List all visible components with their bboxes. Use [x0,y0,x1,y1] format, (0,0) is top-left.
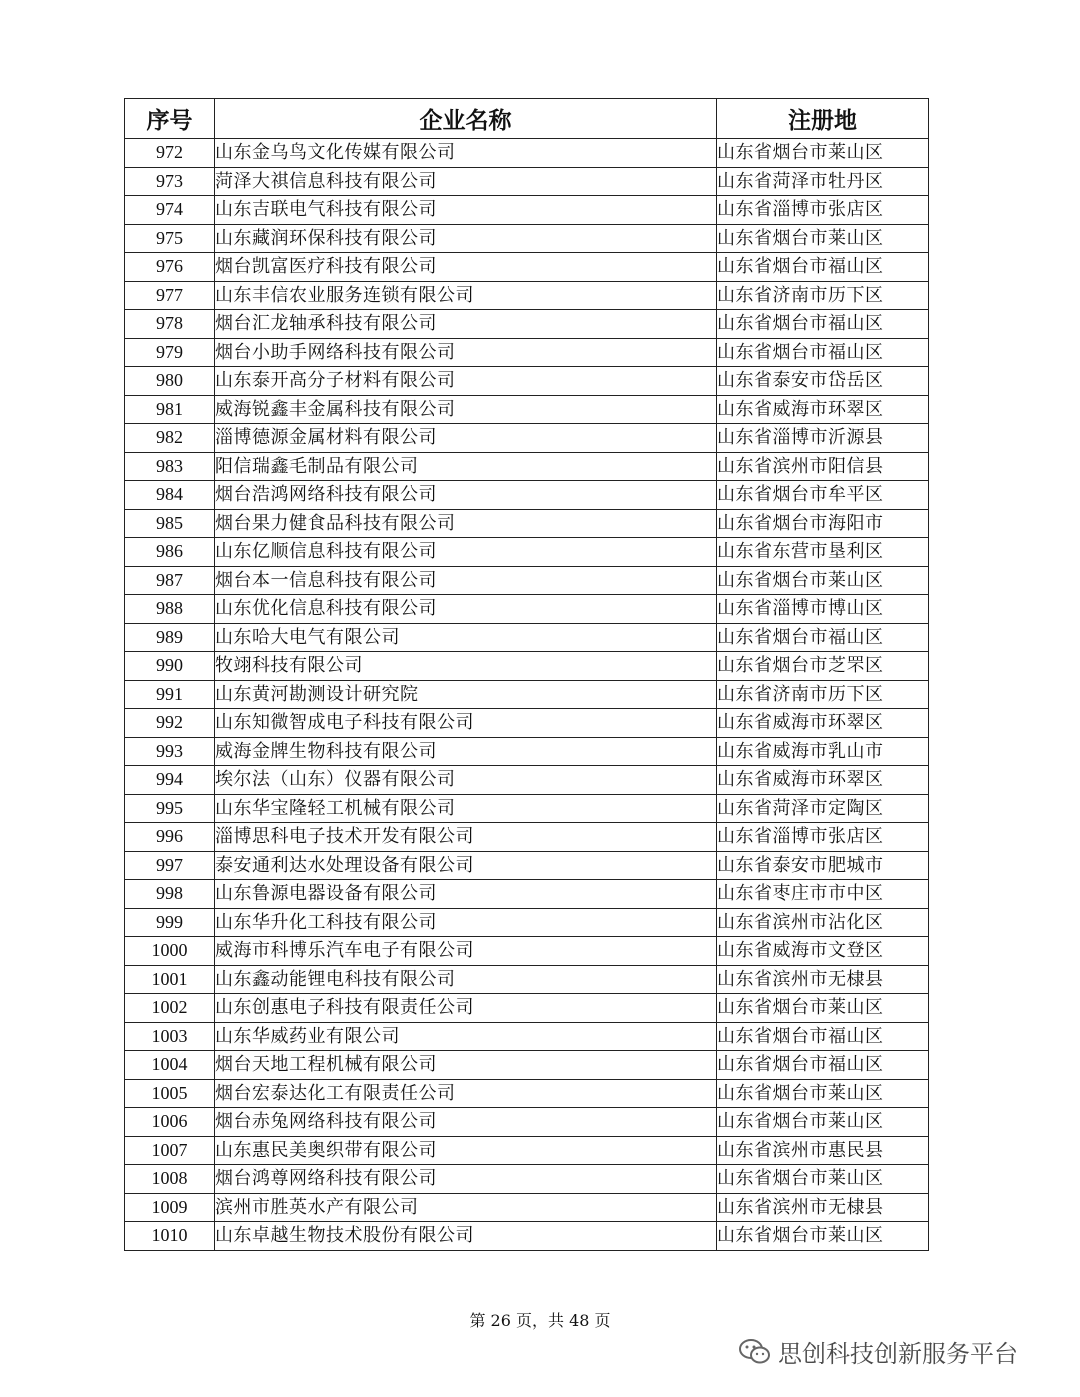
row-index: 988 [125,595,215,624]
row-index: 989 [125,623,215,652]
table-row [125,224,929,253]
company-name: 烟台赤兔网络科技有限公司 [215,1108,717,1137]
row-index: 982 [125,424,215,453]
registration-place: 山东省烟台市莱山区 [717,1165,929,1194]
registration-place: 山东省威海市乳山市 [717,737,929,766]
row-index: 976 [125,253,215,282]
registration-place: 山东省菏泽市定陶区 [717,794,929,823]
company-name: 菏泽大祺信息科技有限公司 [215,167,717,196]
company-name: 山东优化信息科技有限公司 [215,595,717,624]
company-name: 淄博思科电子技术开发有限公司 [215,823,717,852]
registration-place: 山东省烟台市莱山区 [717,1108,929,1137]
table-row [125,709,929,738]
table-row [125,766,929,795]
registration-place: 山东省威海市环翠区 [717,766,929,795]
table-row [125,851,929,880]
table-row [125,994,929,1023]
row-index: 1009 [125,1193,215,1222]
table-row [125,1022,929,1051]
registration-place: 山东省泰安市岱岳区 [717,367,929,396]
company-name: 阳信瑞鑫毛制品有限公司 [215,452,717,481]
company-name: 山东亿顺信息科技有限公司 [215,538,717,567]
table-row [125,196,929,225]
row-index: 972 [125,139,215,168]
row-index: 983 [125,452,215,481]
registration-place: 山东省烟台市莱山区 [717,1079,929,1108]
registration-place: 山东省枣庄市市中区 [717,880,929,909]
row-index: 1000 [125,937,215,966]
row-index: 985 [125,509,215,538]
registration-place: 山东省滨州市阳信县 [717,452,929,481]
registration-place: 山东省淄博市张店区 [717,823,929,852]
company-name: 烟台天地工程机械有限公司 [215,1051,717,1080]
row-index: 999 [125,908,215,937]
table-row [125,595,929,624]
registration-place: 山东省烟台市牟平区 [717,481,929,510]
row-index: 973 [125,167,215,196]
registration-place: 山东省东营市垦利区 [717,538,929,567]
row-index: 1008 [125,1165,215,1194]
registration-place: 山东省滨州市无棣县 [717,1193,929,1222]
registration-place: 山东省滨州市无棣县 [717,965,929,994]
registration-place: 山东省烟台市福山区 [717,1051,929,1080]
table-header-row [125,99,929,139]
row-index: 992 [125,709,215,738]
company-name: 山东鲁源电器设备有限公司 [215,880,717,909]
registration-place: 山东省滨州市惠民县 [717,1136,929,1165]
company-name: 烟台浩鸿网络科技有限公司 [215,481,717,510]
table-row [125,538,929,567]
company-name: 山东鑫动能锂电科技有限公司 [215,965,717,994]
table-row [125,395,929,424]
header-company-name: 企业名称 [215,99,717,139]
registration-place: 山东省烟台市莱山区 [717,1222,929,1251]
company-registry-table [124,98,929,1251]
row-index: 984 [125,481,215,510]
registration-place: 山东省滨州市沾化区 [717,908,929,937]
row-index: 1005 [125,1079,215,1108]
company-name: 山东创惠电子科技有限责任公司 [215,994,717,1023]
row-index: 1004 [125,1051,215,1080]
table-row [125,623,929,652]
registration-place: 山东省烟台市莱山区 [717,566,929,595]
registration-place: 山东省威海市环翠区 [717,395,929,424]
watermark-text: 思创科技创新服务平台 [778,1340,1018,1368]
company-name: 威海市科博乐汽车电子有限公司 [215,937,717,966]
table-row [125,338,929,367]
page-number: 第 26 页，共 48 页 [469,1311,611,1330]
row-index: 975 [125,224,215,253]
row-index: 996 [125,823,215,852]
row-index: 974 [125,196,215,225]
table-row [125,481,929,510]
registration-place: 山东省烟台市莱山区 [717,224,929,253]
company-name: 山东藏润环保科技有限公司 [215,224,717,253]
table-row [125,880,929,909]
registration-place: 山东省济南市历下区 [717,680,929,709]
registration-place: 山东省烟台市福山区 [717,623,929,652]
company-name: 烟台本一信息科技有限公司 [215,566,717,595]
row-index: 987 [125,566,215,595]
company-name: 牧翊科技有限公司 [215,652,717,681]
row-index: 994 [125,766,215,795]
company-name: 山东哈大电气有限公司 [215,623,717,652]
table-row [125,424,929,453]
row-index: 991 [125,680,215,709]
company-name: 山东卓越生物技术股份有限公司 [215,1222,717,1251]
company-name: 烟台凯富医疗科技有限公司 [215,253,717,282]
registration-place: 山东省泰安市肥城市 [717,851,929,880]
registration-place: 山东省烟台市海阳市 [717,509,929,538]
row-index: 1010 [125,1222,215,1251]
table-row [125,139,929,168]
registration-place: 山东省威海市环翠区 [717,709,929,738]
row-index: 977 [125,281,215,310]
table-row [125,1193,929,1222]
registration-place: 山东省烟台市莱山区 [717,994,929,1023]
row-index: 1003 [125,1022,215,1051]
row-index: 1007 [125,1136,215,1165]
company-name: 威海锐鑫丰金属科技有限公司 [215,395,717,424]
company-name: 山东华威药业有限公司 [215,1022,717,1051]
table-row [125,566,929,595]
table-row [125,1136,929,1165]
row-index: 998 [125,880,215,909]
registration-place: 山东省烟台市福山区 [717,310,929,339]
row-index: 979 [125,338,215,367]
table-row [125,167,929,196]
company-name: 埃尔法（山东）仪器有限公司 [215,766,717,795]
header-index: 序号 [125,99,215,139]
company-name: 山东吉联电气科技有限公司 [215,196,717,225]
company-name: 山东知微智成电子科技有限公司 [215,709,717,738]
row-index: 993 [125,737,215,766]
wechat-icon [738,1337,772,1367]
row-index: 995 [125,794,215,823]
company-name: 烟台果力健食品科技有限公司 [215,509,717,538]
table-row [125,823,929,852]
table-row [125,908,929,937]
company-name: 山东惠民美奥织带有限公司 [215,1136,717,1165]
company-name: 山东华升化工科技有限公司 [215,908,717,937]
registration-place: 山东省烟台市福山区 [717,253,929,282]
registration-place: 山东省淄博市博山区 [717,595,929,624]
company-name: 烟台小助手网络科技有限公司 [215,338,717,367]
registration-place: 山东省淄博市沂源县 [717,424,929,453]
table-row [125,652,929,681]
watermark [738,1334,1018,1369]
registration-place: 山东省烟台市芝罘区 [717,652,929,681]
table-row [125,937,929,966]
table-row [125,680,929,709]
table-row [125,1079,929,1108]
registration-place: 山东省烟台市福山区 [717,1022,929,1051]
table-row [125,1165,929,1194]
table-row [125,367,929,396]
registration-place: 山东省威海市文登区 [717,937,929,966]
registration-place: 山东省济南市历下区 [717,281,929,310]
company-name: 威海金牌生物科技有限公司 [215,737,717,766]
registration-place: 山东省烟台市莱山区 [717,139,929,168]
row-index: 1001 [125,965,215,994]
company-name: 烟台宏泰达化工有限责任公司 [215,1079,717,1108]
table-row [125,1051,929,1080]
company-name: 滨州市胜英水产有限公司 [215,1193,717,1222]
company-name: 烟台鸿尊网络科技有限公司 [215,1165,717,1194]
table-row [125,1108,929,1137]
company-name: 泰安通利达水处理设备有限公司 [215,851,717,880]
company-name: 山东金乌鸟文化传媒有限公司 [215,139,717,168]
row-index: 981 [125,395,215,424]
row-index: 1002 [125,994,215,1023]
row-index: 990 [125,652,215,681]
registration-place: 山东省烟台市福山区 [717,338,929,367]
company-name: 山东丰信农业服务连锁有限公司 [215,281,717,310]
registration-place: 山东省淄博市张店区 [717,196,929,225]
table-row [125,737,929,766]
table-row [125,509,929,538]
table-row [125,965,929,994]
registration-place: 山东省菏泽市牡丹区 [717,167,929,196]
company-name: 淄博德源金属材料有限公司 [215,424,717,453]
company-name: 山东泰开高分子材料有限公司 [215,367,717,396]
row-index: 980 [125,367,215,396]
table-row [125,281,929,310]
table-row [125,1222,929,1251]
row-index: 986 [125,538,215,567]
row-index: 978 [125,310,215,339]
table-row [125,794,929,823]
table-body [125,139,929,1251]
row-index: 1006 [125,1108,215,1137]
table-row [125,253,929,282]
table-row [125,310,929,339]
company-name: 山东华宝隆轻工机械有限公司 [215,794,717,823]
row-index: 997 [125,851,215,880]
company-name: 山东黄河勘测设计研究院 [215,680,717,709]
company-name: 烟台汇龙轴承科技有限公司 [215,310,717,339]
header-registration-place: 注册地 [717,99,929,139]
table-row [125,452,929,481]
